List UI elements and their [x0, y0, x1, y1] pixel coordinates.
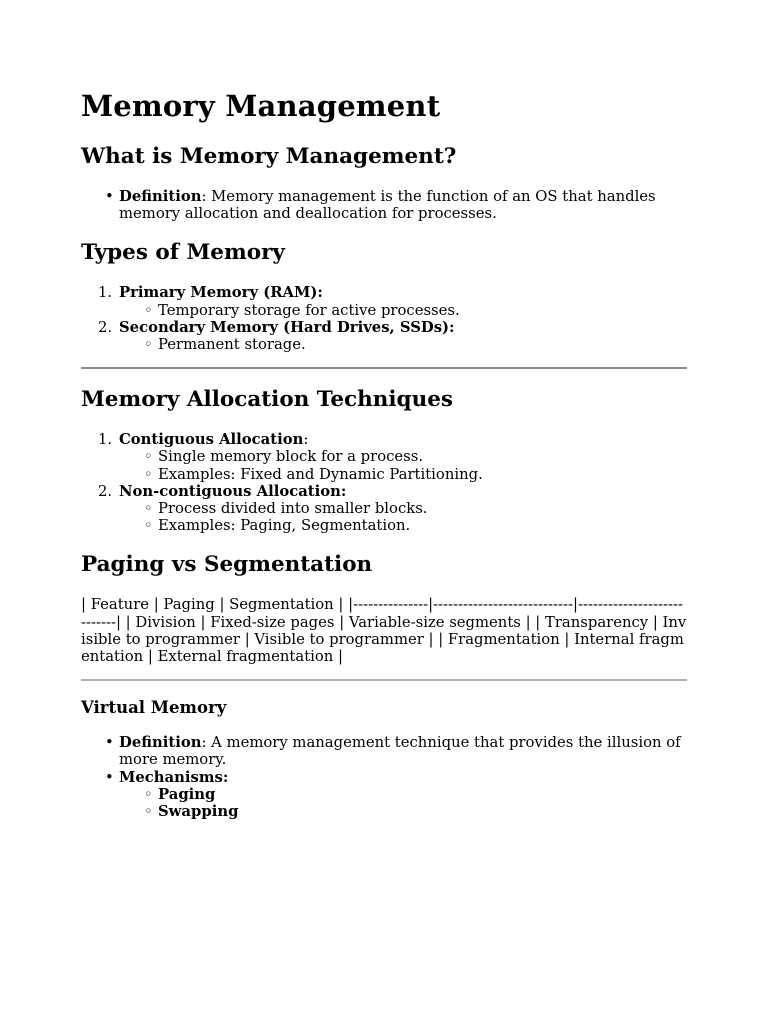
item-number: 1.	[98, 284, 113, 302]
sub-list	[119, 786, 687, 820]
list-item	[98, 284, 687, 319]
sub-item: ◦ Examples: Paging, Segmentation.	[158, 517, 687, 534]
markdown-table-text: | Feature | Paging | Segmentation | |---------------|----------------------------|----------------------------| | Division | Fixed-size pages | Variable-size segments | | Transparency | Invisible to programmer | Visible to programmer | | Fragmentation | Internal fragmentation | External fragmentation |	[81, 596, 687, 666]
list-item	[119, 769, 687, 821]
sub-list	[119, 302, 687, 319]
sub-item: ◦ Temporary storage for active processes.	[158, 302, 687, 319]
what-list	[81, 188, 687, 222]
section-divider	[81, 679, 687, 681]
item-text: : Memory management is the function of an OS that handles memory allocation and deallocation for processes.	[119, 188, 656, 223]
item-number: 2.	[98, 482, 113, 500]
sub-item: ◦ Process divided into smaller blocks.	[158, 500, 687, 517]
list-item	[98, 318, 687, 354]
item-label: Mechanisms:	[119, 768, 229, 786]
item-number: 2.	[98, 318, 113, 336]
page-title: Memory Management	[81, 89, 441, 123]
list-item	[98, 482, 687, 535]
item-label: Definition	[119, 188, 202, 205]
item-label: Primary Memory (RAM):	[119, 284, 323, 302]
virtual-list	[81, 734, 687, 820]
sub-item: ◦ Single memory block for a process.	[158, 448, 687, 465]
section-heading-types: Types of Memory	[81, 240, 285, 266]
list-item	[98, 431, 687, 483]
section-heading-allocation: Memory Allocation Techniques	[81, 387, 453, 413]
item-text: : A memory management technique that provides the illusion of more memory.	[119, 734, 681, 769]
sub-item: ◦ Permanent storage.	[158, 336, 687, 353]
item-suffix: :	[303, 431, 309, 449]
item-label: Contiguous Allocation	[119, 431, 304, 449]
section-heading-what: What is Memory Management?	[81, 144, 457, 169]
list-item	[119, 734, 687, 768]
section-divider	[81, 367, 687, 369]
allocation-list	[81, 431, 687, 534]
sub-list	[119, 500, 687, 534]
item-label: Definition	[119, 734, 202, 752]
section-heading-paging: Paging vs Segmentation	[81, 552, 373, 578]
sub-item	[158, 803, 687, 820]
list-item	[119, 188, 687, 222]
item-number: 1.	[98, 431, 113, 449]
types-list	[81, 284, 687, 353]
sub-item	[158, 786, 687, 803]
sub-item: ◦ Examples: Fixed and Dynamic Partitioning.	[158, 466, 687, 483]
item-label: Non-contiguous Allocation:	[119, 482, 347, 500]
item-label: Secondary Memory (Hard Drives, SSDs):	[119, 318, 455, 336]
section-heading-virtual: Virtual Memory	[81, 698, 227, 718]
sub-item-label: Swapping	[158, 803, 239, 821]
sub-list	[119, 336, 687, 353]
sub-item-label: Paging	[158, 785, 216, 803]
sub-list	[119, 448, 687, 482]
